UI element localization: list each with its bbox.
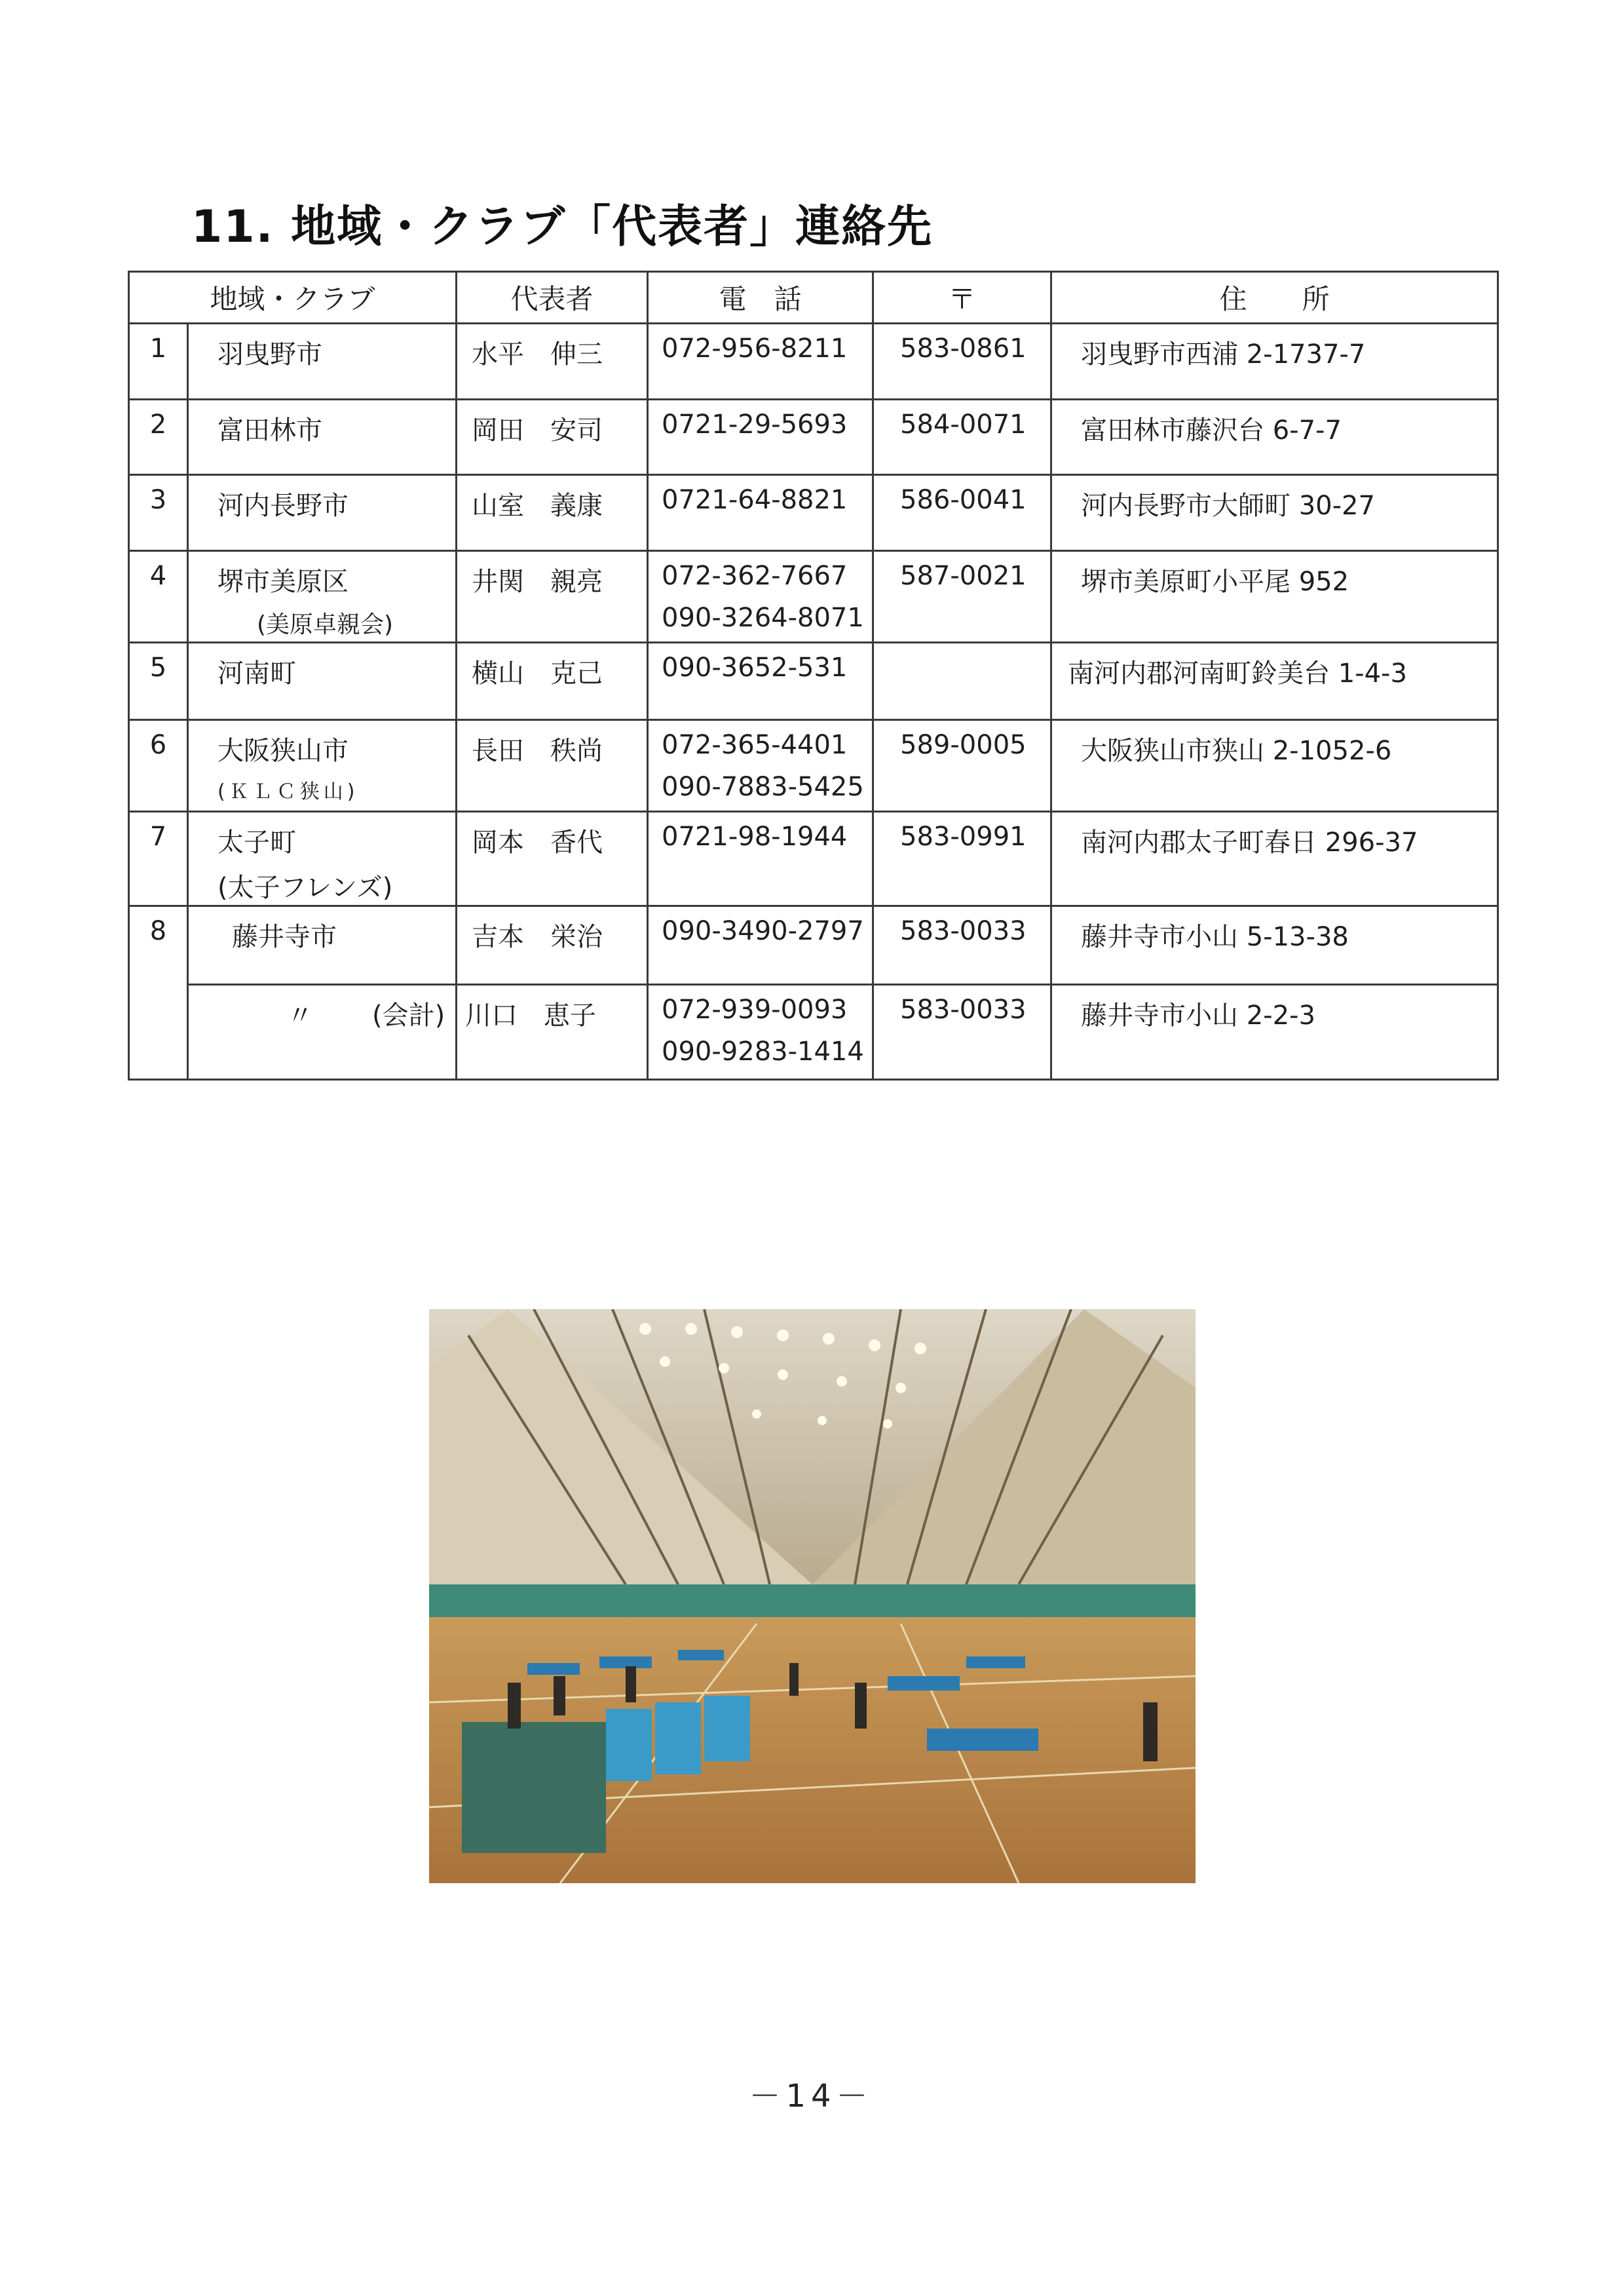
address: 藤井寺市小山 2-2-3 xyxy=(1051,985,1498,1080)
header-zip: 〒 xyxy=(873,272,1051,324)
area-name: 大阪狭山市 xyxy=(217,736,349,766)
postal-code: 583-0861 xyxy=(873,324,1051,400)
phone: 072-939-0093 xyxy=(662,995,848,1025)
postal-code: 583-0991 xyxy=(873,812,1051,906)
address: 堺市美原町小平尾 952 xyxy=(1051,551,1498,643)
rep-name: 吉本 栄治 xyxy=(457,906,648,985)
header-tel: 電 話 xyxy=(648,272,873,324)
scoreboard-stand xyxy=(462,1722,606,1853)
club-name: (ＫＬＣ狭山) xyxy=(217,780,359,803)
row-number: 4 xyxy=(129,551,188,643)
phone-mobile: 090-3264-8071 xyxy=(662,603,864,633)
gymnasium-illustration xyxy=(429,1309,1196,1883)
gymnasium-photo xyxy=(429,1309,1196,1883)
rep-name: 長田 秩尚 xyxy=(457,720,648,812)
area-cell xyxy=(188,812,457,906)
phone: 072-956-8211 xyxy=(648,324,873,400)
row-number: 6 xyxy=(129,720,188,812)
table-row xyxy=(129,812,1498,906)
phone: 090-3490-2797 xyxy=(648,906,873,985)
postal-code: 586-0041 xyxy=(873,475,1051,551)
postal-code: 584-0071 xyxy=(873,400,1051,475)
table-row xyxy=(129,985,1498,1080)
row-number: 2 xyxy=(129,400,188,475)
rep-name: 岡田 安司 xyxy=(457,400,648,475)
role-note: (会計) xyxy=(372,1001,445,1031)
address: 南河内郡河南町鈴美台 1-4-3 xyxy=(1051,643,1498,720)
table-row xyxy=(129,475,1498,551)
address: 羽曳野市西浦 2-1737-7 xyxy=(1051,324,1498,400)
phone: 072-365-4401 xyxy=(662,730,848,760)
phone: 0721-29-5693 xyxy=(648,400,873,475)
rep-name: 水平 伸三 xyxy=(457,324,648,400)
phone-cell xyxy=(648,551,873,643)
area-name: 羽曳野市 xyxy=(188,324,457,400)
area-cell xyxy=(188,551,457,643)
phone-cell xyxy=(648,985,873,1080)
phone-mobile: 090-9283-1414 xyxy=(662,1037,864,1067)
club-name: (美原卓親会) xyxy=(257,611,394,638)
club-name: (太子フレンズ) xyxy=(217,873,393,903)
phone: 0721-64-8821 xyxy=(648,475,873,551)
rep-name: 井関 親亮 xyxy=(457,551,648,643)
row-number: 5 xyxy=(129,643,188,720)
phone-cell xyxy=(648,720,873,812)
header-addr: 住 所 xyxy=(1051,272,1498,324)
postal-code: 583-0033 xyxy=(873,985,1051,1080)
address: 南河内郡太子町春日 296-37 xyxy=(1051,812,1498,906)
table-row xyxy=(129,643,1498,720)
table-row xyxy=(129,906,1498,985)
row-number: 3 xyxy=(129,475,188,551)
row-number: 7 xyxy=(129,812,188,906)
table-row xyxy=(129,720,1498,812)
row-number: 8 xyxy=(129,906,188,1080)
phone: 090-3652-531 xyxy=(648,643,873,720)
table-row xyxy=(129,324,1498,400)
phone: 072-362-7667 xyxy=(662,561,848,591)
postal-code: 587-0021 xyxy=(873,551,1051,643)
area-cell xyxy=(188,985,457,1080)
phone-mobile: 090-7883-5425 xyxy=(662,772,864,802)
area-name: 河南町 xyxy=(188,643,457,720)
address: 大阪狭山市狭山 2-1052-6 xyxy=(1051,720,1498,812)
address: 藤井寺市小山 5-13-38 xyxy=(1051,906,1498,985)
header-area: 地域・クラブ xyxy=(129,272,457,324)
area-name: 河内長野市 xyxy=(188,475,457,551)
table-row xyxy=(129,400,1498,475)
page-number: －14－ xyxy=(749,2078,873,2114)
address: 富田林市藤沢台 6-7-7 xyxy=(1051,400,1498,475)
ditto-mark: 〃 xyxy=(287,1001,313,1031)
postal-code xyxy=(873,643,1051,720)
rep-name: 横山 克己 xyxy=(457,643,648,720)
row-number: 1 xyxy=(129,324,188,400)
area-cell xyxy=(188,720,457,812)
rep-name: 川口 恵子 xyxy=(457,985,648,1080)
area-name: 藤井寺市 xyxy=(188,906,457,985)
table-header-row xyxy=(129,272,1498,324)
address: 河内長野市大師町 30-27 xyxy=(1051,475,1498,551)
rep-name: 岡本 香代 xyxy=(457,812,648,906)
area-name: 富田林市 xyxy=(188,400,457,475)
postal-code: 583-0033 xyxy=(873,906,1051,985)
header-rep: 代表者 xyxy=(457,272,648,324)
contact-table xyxy=(128,271,1499,1081)
table-row xyxy=(129,551,1498,643)
page-title: 11. 地域・クラブ「代表者」連絡先 xyxy=(191,201,934,253)
area-name: 堺市美原区 xyxy=(217,567,349,597)
postal-code: 589-0005 xyxy=(873,720,1051,812)
rep-name: 山室 義康 xyxy=(457,475,648,551)
phone: 0721-98-1944 xyxy=(648,812,873,906)
area-name: 太子町 xyxy=(217,828,296,858)
